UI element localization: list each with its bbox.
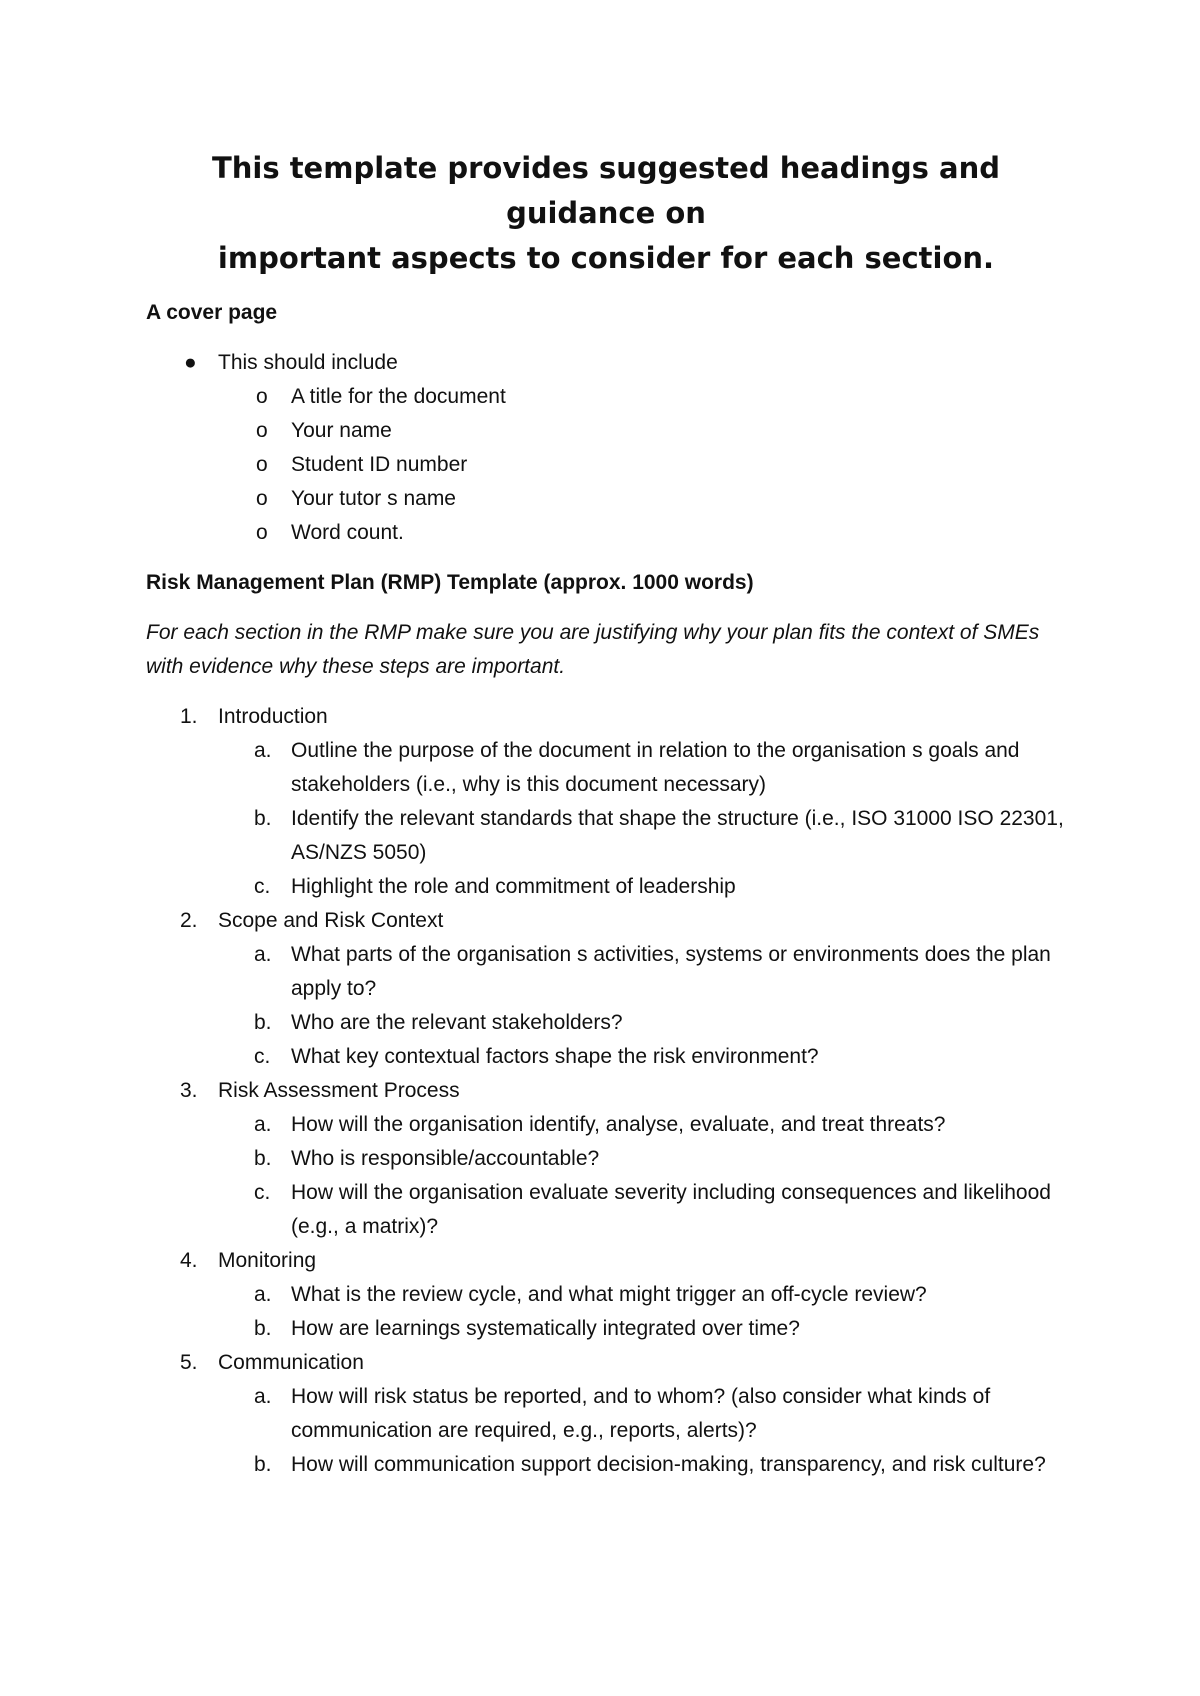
cover-sub-item-text: Your tutor s name [291, 487, 456, 510]
rmp-section-item [146, 1346, 1066, 1380]
bullet-marker: ● [184, 351, 197, 374]
sub-item-text: Outline the purpose of the document in relation to the organisation s goals and stakeholders (i.e., why is this document necessary) [291, 739, 1020, 796]
section-sub-item [146, 938, 1066, 1006]
sub-item-text: How will risk status be reported, and to whom? (also consider what kinds of communication are required, e.g., reports, alerts)? [291, 1385, 991, 1442]
cover-sub-item-text: Student ID number [291, 453, 468, 476]
section-number: 3. [180, 1079, 198, 1102]
sub-item-letter: c. [254, 1181, 271, 1204]
cover-sub-item [146, 414, 1066, 448]
section-title: Introduction [218, 705, 328, 728]
section-sub-item [146, 1448, 1066, 1482]
sub-item-letter: a. [254, 943, 272, 966]
section-sub-item [146, 1040, 1066, 1074]
sub-item-letter: c. [254, 875, 271, 898]
cover-sub-item [146, 516, 1066, 550]
cover-sub-list [146, 380, 1066, 550]
section-sub-item [146, 1108, 1066, 1142]
sub-item-text: What parts of the organisation s activities, systems or environments does the plan apply to? [291, 943, 1051, 1000]
section-number: 5. [180, 1351, 198, 1374]
sub-item-letter: a. [254, 739, 272, 762]
section-sub-item [146, 1006, 1066, 1040]
sub-item-text: What key contextual factors shape the risk environment? [291, 1045, 819, 1068]
sub-item-text: Who are the relevant stakeholders? [291, 1011, 623, 1034]
section-title: Risk Assessment Process [218, 1079, 460, 1102]
cover-sub-item [146, 448, 1066, 482]
section-sub-item [146, 870, 1066, 904]
sub-item-letter: a. [254, 1113, 272, 1136]
cover-sub-item-text: A title for the document [291, 385, 506, 408]
spacer [146, 550, 1066, 566]
section-sub-item [146, 1142, 1066, 1176]
section-sub-item [146, 734, 1066, 802]
sub-item-text: Identify the relevant standards that shape the structure (i.e., ISO 31000 ISO 22301, AS/NZS 5050) [291, 807, 1064, 864]
cover-sub-item-text: Your name [291, 419, 392, 442]
sub-item-text: How will the organisation evaluate severity including consequences and likelihood (e.g., a matrix)? [291, 1181, 1051, 1238]
section-title: Monitoring [218, 1249, 317, 1272]
section-sub-item [146, 1312, 1066, 1346]
rmp-section-item [146, 904, 1066, 938]
document-body [146, 146, 1066, 1482]
sub-bullet-marker: o [256, 487, 268, 510]
sub-bullet-marker: o [256, 385, 268, 408]
sub-item-text: Highlight the role and commitment of leadership [291, 875, 736, 898]
sub-item-letter: b. [254, 1317, 272, 1340]
sub-item-letter: b. [254, 1453, 272, 1476]
rmp-section-item [146, 1244, 1066, 1278]
rmp-section-item [146, 700, 1066, 734]
sub-item-text: How are learnings systematically integrated over time? [291, 1317, 800, 1340]
section-number: 4. [180, 1249, 198, 1272]
section-sub-item [146, 802, 1066, 870]
document-title-line-1: This template provides suggested headings and guidance on [211, 151, 1001, 230]
section-number: 2. [180, 909, 198, 932]
sub-item-letter: c. [254, 1045, 271, 1068]
cover-bullet-item [146, 346, 1066, 380]
rmp-heading: Risk Management Plan (RMP) Template (approx. 1000 words) [146, 571, 754, 594]
sub-item-text: Who is responsible/accountable? [291, 1147, 600, 1170]
sub-item-text: How will the organisation identify, analyse, evaluate, and treat threats? [291, 1113, 946, 1136]
sub-item-text: What is the review cycle, and what might trigger an off-cycle review? [291, 1283, 927, 1306]
sub-bullet-marker: o [256, 419, 268, 442]
sub-item-text: How will communication support decision-making, transparency, and risk culture? [291, 1453, 1046, 1476]
section-sub-item [146, 1176, 1066, 1244]
sub-bullet-marker: o [256, 521, 268, 544]
sub-bullet-marker: o [256, 453, 268, 476]
sub-item-letter: a. [254, 1385, 272, 1408]
sub-item-letter: b. [254, 1147, 272, 1170]
cover-sub-item-text: Word count. [291, 521, 404, 544]
cover-page-heading: A cover page [146, 301, 278, 324]
rmp-section-item [146, 1074, 1066, 1108]
section-title: Communication [218, 1351, 364, 1374]
sub-item-letter: b. [254, 807, 272, 830]
cover-sub-item [146, 380, 1066, 414]
sub-item-letter: b. [254, 1011, 272, 1034]
rmp-section-list [146, 700, 1066, 1482]
document-title-line-2: important aspects to consider for each section. [217, 241, 995, 275]
section-title: Scope and Risk Context [218, 909, 444, 932]
cover-sub-item [146, 482, 1066, 516]
section-sub-item [146, 1380, 1066, 1448]
document-title [146, 146, 1066, 281]
cover-bullet-text: This should include [218, 351, 398, 374]
sub-item-letter: a. [254, 1283, 272, 1306]
section-number: 1. [180, 705, 198, 728]
rmp-intro-text: For each section in the RMP make sure you are justifying why your plan fits the context of SMEs with evidence why these steps are important. [146, 621, 1040, 678]
section-sub-item [146, 1278, 1066, 1312]
